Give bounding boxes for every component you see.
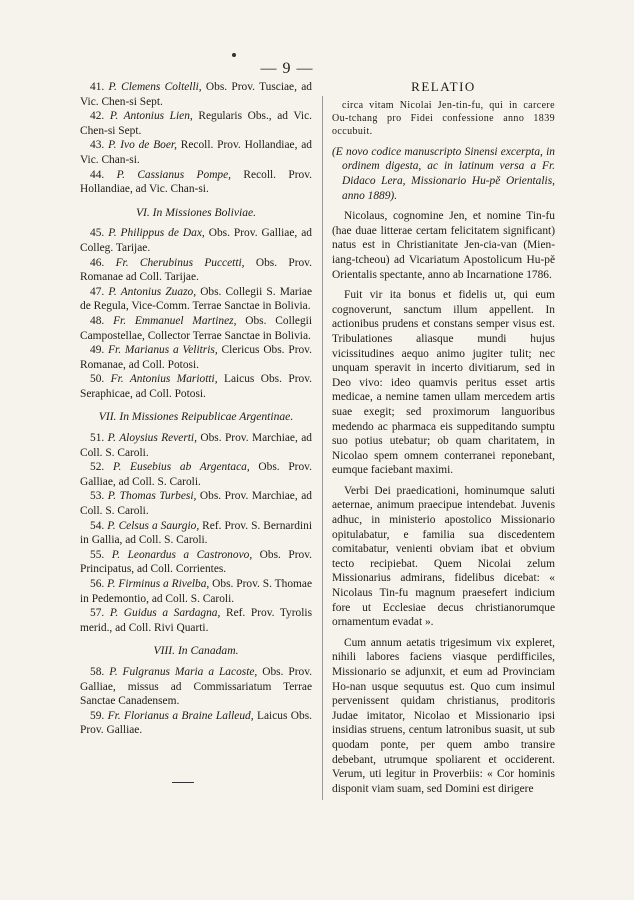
paragraph: Fuit vir ita bonus et fidelis ut, qui eum cognoverunt, sanctum illum appellent. In actionibus prudens et constans semper visus est. Tribulationes aliasque mundi hujus vicissitudines aequo animo jugiter tulit; nec unquam speravit in incerto divitiarum, sed in Deo vivo: ideo quamvis peritus esset artis medicae, a nemine tamen ullam mercedem artis suae exegit; sed proximorum languoribus medendo ac pharmaca eis suppeditando sumptu suo potius utebatur; ob quam charitatem, in Nicolao spem omnem conterranei reponebant, eumque faciebant maximi. [332, 289, 555, 477]
entry-item [80, 606, 312, 635]
entry-details: Obs. Prov. Galliae, ad Coll. S. Caroli. [80, 461, 312, 488]
entry-item [80, 548, 312, 577]
paragraph: Nicolaus, cognomine Jen, et nomine Tin-fu (hae duae litterae certam felicitatem significant) natus est in Christianitate Jen-cia-van (Mien-iang-tcheou) ad Vicariatum Apostolicum Hu-pě Orientalis spectante, anno ab Incarnatione 1786. [332, 210, 555, 281]
entry-number: 55. [90, 548, 112, 561]
entry-name: P. Philippus de Dax, [108, 227, 205, 240]
entry-name: P. Eusebius ab Argentaca, [112, 461, 250, 474]
entry-number: 47. [90, 285, 109, 298]
entry-details: Obs. Prov. Tusciae, ad Vic. Chen-si Sept. [80, 81, 312, 108]
entry-number: 59. [90, 709, 108, 722]
relatio-title: RELATIO [411, 79, 476, 94]
entry-name: P. Celsus a Saurgio, [107, 519, 200, 532]
entry-name: P. Leonardus a Castronovo, [111, 548, 253, 561]
entry-name: P. Cassianus Pompe, [116, 168, 232, 181]
entry-number: 53. [90, 490, 108, 503]
entry-list-3 [80, 431, 312, 635]
entry-number: 54. [90, 519, 108, 532]
entry-name: P. Antonius Zuazo, [108, 285, 197, 298]
entry-details: Ref. Prov. Tyrolis merid., ad Coll. Rivi Quarti. [80, 607, 313, 634]
entry-item [80, 460, 312, 489]
entry-number: 48. [90, 314, 114, 327]
entry-details: Clericus Obs. Prov. Romanae, ad Coll. Potosi. [80, 344, 312, 371]
entry-list-2 [80, 226, 312, 401]
source-note: (E novo codice manuscripto Sinensi excerpta, in ordinem digesta, ac in latinum versa a Fr. Didaco Lera, Missionario Hu-pě Orientalis, anno 1889). [332, 145, 555, 202]
entry-name: P. Antonius Lien, [109, 110, 193, 123]
entry-item [80, 138, 312, 167]
entry-number: 43. [90, 139, 109, 152]
section-heading-vi: VI. In Missiones Boliviae. [135, 205, 257, 219]
entry-details: Recoll. Prov. Hollandiae, ad Vic. Chan-si. [80, 168, 313, 196]
entry-details: Obs. Prov. Galliae, ad Colleg. Tarijae. [80, 227, 312, 254]
paragraph: Cum annum aetatis trigesimum vix expleret, nihili labores faciens viasque perdifficiles, Missionario se adjunxit, et eum ad Provinciam Ho-nan usque sequutus est. Quo cum insimul pervenissent quidam christianus, proditoris Judae imitator, Nicolao et Missionario ipsi insidias struens, centum latronibus suasit, ut sub quodam ponte, per quem ambo transire debebant, utrumque spoliarent et occiderent. Verum, uti legitur in Proverbiis: « Cor hominis disponit viam suam, sed Domini est dirigere [332, 636, 555, 795]
entry-number: 51. [90, 432, 108, 445]
entry-number: 56. [90, 578, 108, 590]
entry-item [80, 109, 312, 138]
footer-dash [172, 782, 194, 783]
entry-name: P. Ivo de Boer, [108, 139, 177, 152]
entry-name: P. Firminus a Rivelba, [107, 578, 210, 590]
entry-item [80, 80, 312, 109]
entry-number: 41. [90, 81, 109, 93]
entry-number: 44. [90, 168, 117, 181]
entry-details: Obs. Prov. Galliae, missus ad Commissariatum Terrae Sanctae Canadensem. [80, 665, 312, 708]
entry-item [80, 431, 312, 460]
entry-item [80, 519, 312, 548]
entry-item [80, 226, 312, 255]
entry-details: Regularis Obs., ad Vic. Chen-si Sept. [80, 110, 312, 137]
entry-item [80, 489, 312, 518]
entry-item [80, 285, 312, 314]
entry-name: P. Clemens Coltelli, [108, 81, 202, 93]
entry-details: Obs. Prov. S. Thomae in Pedemontio, ad Coll. S. Caroli. [80, 578, 312, 605]
entry-details: Ref. Prov. S. Bernardini in Gallia, ad Coll. S. Caroli. [80, 519, 312, 547]
entry-list-1 [80, 80, 312, 197]
entry-item [80, 343, 312, 372]
entry-name: Fr. Florianus a Braine Lalleud, [107, 709, 254, 722]
entry-name: Fr. Cherubinus Puccetti, [115, 256, 245, 269]
entry-name: P. Fulgranus Maria a Lacoste, [109, 665, 258, 678]
entry-name: P. Aloysius Reverti, [107, 432, 197, 445]
entry-name: Fr. Antonius Mariotti, [110, 373, 218, 386]
entry-number: 46. [90, 256, 116, 269]
entry-number: 50. [90, 373, 111, 386]
entry-name: P. Guidus a Sardagna, [109, 607, 221, 620]
entry-item [80, 168, 312, 197]
relatio-subtitle: circa vitam Nicolai Jen-tin-fu, qui in carcere Ou-tchang pro Fidei confessione anno 1839 occubuit. [332, 99, 555, 138]
entry-details: Laicus Obs. Prov. Galliae. [80, 709, 312, 737]
entry-number: 58. [90, 665, 110, 678]
paragraph: Verbi Dei praedicationi, hominumque saluti aeternae, animum praecipue intendebat. Juvenis adhuc, in ministerio apostolico Missionario opitulabatur, e familia sua discedentem comitabatur, venienti obviam ibat et obvium tecto recipiebat. Quem Nicolai zelum Missionarius admirans, fidelibus dicebat: « Nicolaus Tin-fu magnum praesefert indicium fore ut Ecclesiae decus christianorumque ornamentum evadat ». [332, 484, 555, 629]
entry-list-4 [80, 665, 312, 738]
entry-item [80, 577, 312, 606]
section-heading-viii: VIII. In Canadam. [153, 644, 239, 658]
ornament-dot [232, 53, 236, 57]
entry-number: 49. [90, 344, 109, 357]
entry-details: Obs. Prov. Principatus, ad Coll. Corrientes. [80, 548, 312, 576]
entry-number: 52. [90, 461, 113, 474]
entry-item [80, 709, 312, 738]
entry-name: P. Thomas Turbesi, [107, 490, 197, 503]
entry-details: Obs. Collegii S. Mariae de Regula, Vice-Comm. Terrae Sanctae in Bolivia. [80, 285, 313, 313]
entry-item [80, 314, 312, 343]
section-heading-vii: VII. In Missiones Reipublicae Argentinae. [98, 410, 294, 424]
body-text [332, 209, 555, 796]
entry-number: 45. [90, 227, 109, 240]
entry-name: Fr. Emmanuel Martinez, [113, 314, 237, 327]
entry-details: Obs. Prov. Romanae ad Coll. Tarijae. [80, 256, 312, 284]
entry-details: Laicus Obs. Prov. Seraphicae, ad Coll. Potosi. [80, 373, 312, 400]
entry-details: Obs. Prov. Marchiae, ad Coll. S. Caroli. [80, 490, 312, 518]
page-number: — 9 — [260, 60, 314, 77]
entry-item [80, 372, 312, 401]
entry-details: Obs. Prov. Marchiae, ad Coll. S. Caroli. [80, 432, 312, 459]
right-column [332, 80, 555, 802]
entry-number: 57. [90, 607, 110, 620]
entry-number: 42. [90, 110, 110, 123]
entry-details: Recoll. Prov. Hollandiae, ad Vic. Chan-si. [80, 139, 313, 166]
entry-item [80, 256, 312, 285]
entry-name: Fr. Marianus a Velitris, [108, 344, 218, 357]
entry-item [80, 665, 312, 709]
left-column [80, 80, 312, 738]
entry-details: Obs. Collegii Campostellae, Collector Terrae Sanctae in Bolivia. [80, 314, 312, 342]
column-divider [322, 96, 323, 800]
